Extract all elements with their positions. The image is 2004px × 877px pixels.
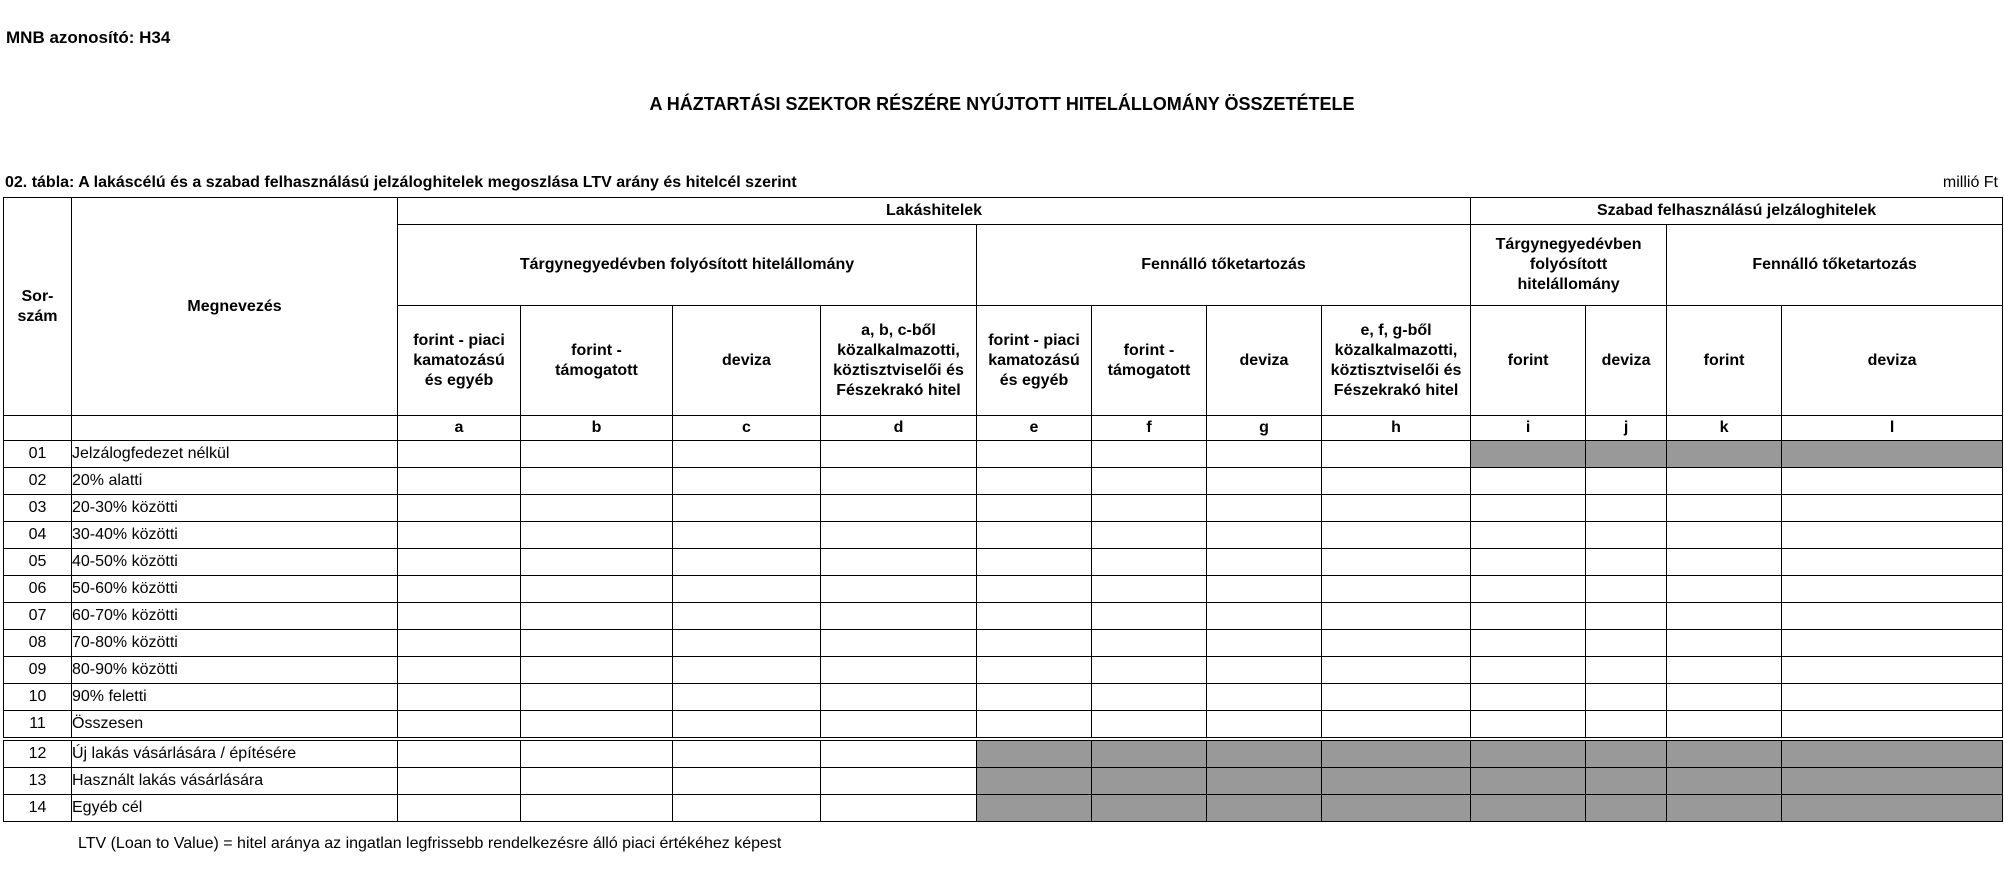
shaded-cell [1667, 739, 1782, 768]
data-cell[interactable] [673, 630, 821, 657]
table-row [4, 522, 2003, 549]
data-cell[interactable] [1207, 603, 1322, 630]
shaded-cell [977, 768, 1092, 795]
data-cell[interactable] [1092, 576, 1207, 603]
data-cell[interactable] [821, 549, 977, 576]
data-cell[interactable] [821, 630, 977, 657]
row-number: 07 [4, 603, 72, 630]
data-cell[interactable] [1471, 549, 1586, 576]
row-number: 12 [4, 739, 72, 768]
data-cell[interactable] [1586, 711, 1667, 740]
row-label: 80-90% közötti [72, 657, 398, 684]
data-cell[interactable] [1322, 468, 1471, 495]
data-cell[interactable] [821, 576, 977, 603]
data-cell[interactable] [977, 522, 1092, 549]
table-row [4, 603, 2003, 630]
row-label: Összesen [72, 711, 398, 740]
data-cell[interactable] [977, 657, 1092, 684]
row-number: 05 [4, 549, 72, 576]
data-cell[interactable] [1322, 630, 1471, 657]
data-cell[interactable] [521, 684, 673, 711]
data-cell[interactable] [398, 684, 521, 711]
data-cell[interactable] [1207, 657, 1322, 684]
shaded-cell [1471, 441, 1586, 468]
data-cell[interactable] [1667, 576, 1782, 603]
shaded-cell [977, 739, 1092, 768]
data-cell[interactable] [1092, 522, 1207, 549]
data-cell[interactable] [821, 522, 977, 549]
data-cell[interactable] [821, 711, 977, 740]
row-number: 09 [4, 657, 72, 684]
header-letter-j: j [1586, 416, 1667, 441]
row-label: 20-30% közötti [72, 495, 398, 522]
header-col-k: forint [1667, 306, 1782, 416]
header-col-d: a, b, c-ből közalkalmazotti, köztisztviselői és Fészekrakó hitel [821, 306, 977, 416]
header-col-g: deviza [1207, 306, 1322, 416]
data-cell[interactable] [521, 522, 673, 549]
data-cell[interactable] [821, 684, 977, 711]
shaded-cell [1322, 739, 1471, 768]
footnote: LTV (Loan to Value) = hitel aránya az ingatlan legfrissebb rendelkezésre álló piaci értékéhez képest [78, 835, 782, 852]
data-cell[interactable] [1586, 603, 1667, 630]
row-label: Új lakás vásárlására / építésére [72, 739, 398, 768]
data-cell[interactable] [521, 495, 673, 522]
header-letter-i: i [1471, 416, 1586, 441]
row-number: 10 [4, 684, 72, 711]
header-col-h: e, f, g-ből közalkalmazotti, köztisztviselői és Fészekrakó hitel [1322, 306, 1471, 416]
data-cell[interactable] [1667, 549, 1782, 576]
header-col-f: forint - támogatott [1092, 306, 1207, 416]
data-cell[interactable] [1322, 576, 1471, 603]
data-cell[interactable] [1471, 657, 1586, 684]
data-cell[interactable] [1782, 657, 2003, 684]
shaded-cell [1782, 739, 2003, 768]
data-cell[interactable] [1092, 684, 1207, 711]
data-cell[interactable] [977, 711, 1092, 740]
shaded-cell [1586, 739, 1667, 768]
shaded-cell [1782, 768, 2003, 795]
data-cell[interactable] [398, 711, 521, 740]
data-cell[interactable] [1471, 603, 1586, 630]
shaded-cell [1471, 739, 1586, 768]
data-cell[interactable] [1092, 603, 1207, 630]
row-number: 01 [4, 441, 72, 468]
header-szabad-felhasznalasu: Szabad felhasználású jelzáloghitelek [1471, 198, 2003, 225]
data-cell[interactable] [1322, 549, 1471, 576]
data-cell[interactable] [1586, 684, 1667, 711]
data-cell[interactable] [521, 768, 673, 795]
header-lakashitelek: Lakáshitelek [398, 198, 1471, 225]
data-cell[interactable] [673, 768, 821, 795]
data-cell[interactable] [1207, 441, 1322, 468]
data-cell[interactable] [1782, 711, 2003, 740]
data-cell[interactable] [673, 739, 821, 768]
shaded-cell [1092, 768, 1207, 795]
data-cell[interactable] [1207, 711, 1322, 740]
data-cell[interactable] [521, 711, 673, 740]
data-cell[interactable] [1471, 468, 1586, 495]
data-cell[interactable] [1667, 495, 1782, 522]
table-row [4, 795, 2003, 822]
data-cell[interactable] [1586, 495, 1667, 522]
shaded-cell [1471, 795, 1586, 822]
data-cell[interactable] [398, 522, 521, 549]
data-cell[interactable] [1782, 522, 2003, 549]
data-cell[interactable] [521, 603, 673, 630]
header-letter-h: h [1322, 416, 1471, 441]
header-col-i: forint [1471, 306, 1586, 416]
data-cell[interactable] [1471, 684, 1586, 711]
table-row [4, 576, 2003, 603]
data-cell[interactable] [673, 576, 821, 603]
row-label: Jelzálogfedezet nélkül [72, 441, 398, 468]
data-cell[interactable] [1092, 441, 1207, 468]
data-cell[interactable] [1322, 495, 1471, 522]
header-letter-c: c [673, 416, 821, 441]
data-cell[interactable] [1092, 468, 1207, 495]
data-cell[interactable] [673, 711, 821, 740]
data-cell[interactable] [977, 603, 1092, 630]
data-cell[interactable] [977, 684, 1092, 711]
data-cell[interactable] [1092, 495, 1207, 522]
table-row [4, 549, 2003, 576]
data-cell[interactable] [821, 768, 977, 795]
data-cell[interactable] [1092, 549, 1207, 576]
data-cell[interactable] [977, 576, 1092, 603]
data-cell[interactable] [521, 739, 673, 768]
data-cell[interactable] [1667, 657, 1782, 684]
unit-label: millió Ft [1942, 174, 1998, 191]
header-blank-sorszam [4, 416, 72, 441]
data-cell[interactable] [1471, 711, 1586, 740]
data-cell[interactable] [398, 795, 521, 822]
data-cell[interactable] [821, 441, 977, 468]
table-row [4, 711, 2003, 740]
data-cell[interactable] [521, 468, 673, 495]
data-cell[interactable] [673, 684, 821, 711]
header-col-l: deviza [1782, 306, 2003, 416]
header-col-c: deviza [673, 306, 821, 416]
data-cell[interactable] [1586, 657, 1667, 684]
data-cell[interactable] [521, 576, 673, 603]
shaded-cell [977, 795, 1092, 822]
data-cell[interactable] [673, 441, 821, 468]
data-cell[interactable] [1667, 684, 1782, 711]
data-cell[interactable] [821, 603, 977, 630]
data-cell[interactable] [977, 441, 1092, 468]
shaded-cell [1207, 795, 1322, 822]
row-number: 03 [4, 495, 72, 522]
row-label: 60-70% közötti [72, 603, 398, 630]
row-label: 40-50% közötti [72, 549, 398, 576]
data-cell[interactable] [1322, 657, 1471, 684]
data-cell[interactable] [1207, 495, 1322, 522]
data-cell[interactable] [673, 657, 821, 684]
header-letter-k: k [1667, 416, 1782, 441]
data-cell[interactable] [977, 549, 1092, 576]
data-cell[interactable] [1471, 576, 1586, 603]
row-number: 06 [4, 576, 72, 603]
header-megnevezes: Megnevezés [72, 198, 398, 416]
data-cell[interactable] [673, 468, 821, 495]
table-row [4, 630, 2003, 657]
data-cell[interactable] [1207, 522, 1322, 549]
header-letter-a: a [398, 416, 521, 441]
data-cell[interactable] [1667, 522, 1782, 549]
data-cell[interactable] [1782, 495, 2003, 522]
shaded-cell [1322, 795, 1471, 822]
header-col-a: forint - piaci kamatozású és egyéb [398, 306, 521, 416]
data-cell[interactable] [1782, 549, 2003, 576]
data-cell[interactable] [521, 441, 673, 468]
data-cell[interactable] [673, 603, 821, 630]
data-cell[interactable] [1586, 630, 1667, 657]
shaded-cell [1667, 768, 1782, 795]
row-label: 90% feletti [72, 684, 398, 711]
mnb-identifier: MNB azonosító: H34 [6, 28, 171, 47]
data-cell[interactable] [673, 549, 821, 576]
data-cell[interactable] [521, 630, 673, 657]
data-cell[interactable] [1207, 468, 1322, 495]
data-cell[interactable] [398, 468, 521, 495]
data-cell[interactable] [1322, 684, 1471, 711]
row-label: 50-60% közötti [72, 576, 398, 603]
data-cell[interactable] [1586, 468, 1667, 495]
data-cell[interactable] [398, 495, 521, 522]
row-number: 13 [4, 768, 72, 795]
row-label: 20% alatti [72, 468, 398, 495]
data-cell[interactable] [1782, 603, 2003, 630]
data-cell[interactable] [1471, 630, 1586, 657]
header-szab-fennallo: Fennálló tőketartozás [1667, 225, 2003, 306]
data-cell[interactable] [1322, 603, 1471, 630]
header-col-e: forint - piaci kamatozású és egyéb [977, 306, 1092, 416]
row-label: 30-40% közötti [72, 522, 398, 549]
data-cell[interactable] [1092, 657, 1207, 684]
data-cell[interactable] [1586, 549, 1667, 576]
row-number: 02 [4, 468, 72, 495]
shaded-cell [1782, 795, 2003, 822]
data-cell[interactable] [821, 468, 977, 495]
table-row [4, 684, 2003, 711]
data-cell[interactable] [521, 549, 673, 576]
data-cell[interactable] [673, 495, 821, 522]
shaded-cell [1092, 739, 1207, 768]
row-label: Használt lakás vásárlására [72, 768, 398, 795]
header-lak-folyositott: Tárgynegyedévben folyósított hitelállomány [398, 225, 977, 306]
header-szab-folyositott: Tárgynegyedévben folyósított hitelállomány [1471, 225, 1667, 306]
shaded-cell [1586, 768, 1667, 795]
shaded-cell [1586, 795, 1667, 822]
page-title: A HÁZTARTÁSI SZEKTOR RÉSZÉRE NYÚJTOTT HITELÁLLOMÁNY ÖSSZETÉTELE [649, 94, 1355, 114]
data-cell[interactable] [1782, 468, 2003, 495]
data-cell[interactable] [1667, 630, 1782, 657]
shaded-cell [1207, 768, 1322, 795]
row-number: 14 [4, 795, 72, 822]
header-letter-d: d [821, 416, 977, 441]
header-letter-l: l [1782, 416, 2003, 441]
data-cell[interactable] [977, 630, 1092, 657]
table-row [4, 441, 2003, 468]
table-caption: 02. tábla: A lakáscélú és a szabad felhasználású jelzáloghitelek megoszlása LTV arány és hitelcél szerint [5, 174, 797, 191]
data-cell[interactable] [1667, 603, 1782, 630]
data-cell[interactable] [398, 657, 521, 684]
data-cell[interactable] [1322, 522, 1471, 549]
header-sorszam: Sor-szám [4, 198, 72, 416]
shaded-cell [1782, 441, 2003, 468]
data-cell[interactable] [398, 630, 521, 657]
header-col-b: forint - támogatott [521, 306, 673, 416]
header-letter-g: g [1207, 416, 1322, 441]
row-number: 08 [4, 630, 72, 657]
data-cell[interactable] [1667, 711, 1782, 740]
table-row [4, 768, 2003, 795]
row-number: 04 [4, 522, 72, 549]
table-row [4, 739, 2003, 768]
header-letter-e: e [977, 416, 1092, 441]
data-cell[interactable] [521, 795, 673, 822]
data-cell[interactable] [1667, 468, 1782, 495]
table-row [4, 495, 2003, 522]
data-cell[interactable] [1207, 630, 1322, 657]
header-lak-fennallo: Fennálló tőketartozás [977, 225, 1471, 306]
data-cell[interactable] [821, 739, 977, 768]
data-cell[interactable] [673, 795, 821, 822]
data-cell[interactable] [398, 739, 521, 768]
ltv-table [3, 197, 2003, 822]
shaded-cell [1092, 795, 1207, 822]
shaded-cell [1667, 441, 1782, 468]
data-cell[interactable] [1471, 495, 1586, 522]
data-cell[interactable] [977, 468, 1092, 495]
data-cell[interactable] [398, 603, 521, 630]
data-cell[interactable] [1586, 576, 1667, 603]
row-number: 11 [4, 711, 72, 740]
data-cell[interactable] [1092, 630, 1207, 657]
data-cell[interactable] [1207, 576, 1322, 603]
data-cell[interactable] [673, 522, 821, 549]
shaded-cell [1207, 739, 1322, 768]
data-cell[interactable] [821, 657, 977, 684]
data-cell[interactable] [1322, 711, 1471, 740]
data-cell[interactable] [1782, 684, 2003, 711]
header-col-j: deviza [1586, 306, 1667, 416]
data-cell[interactable] [398, 441, 521, 468]
header-letter-b: b [521, 416, 673, 441]
data-cell[interactable] [1586, 522, 1667, 549]
data-cell[interactable] [1782, 576, 2003, 603]
table-row [4, 468, 2003, 495]
header-letter-f: f [1092, 416, 1207, 441]
data-cell[interactable] [398, 576, 521, 603]
shaded-cell [1667, 795, 1782, 822]
data-cell[interactable] [821, 795, 977, 822]
table-row [4, 657, 2003, 684]
shaded-cell [1322, 768, 1471, 795]
data-cell[interactable] [977, 495, 1092, 522]
row-label: 70-80% közötti [72, 630, 398, 657]
header-blank-megnevezes [72, 416, 398, 441]
data-cell[interactable] [1471, 522, 1586, 549]
data-cell[interactable] [1207, 549, 1322, 576]
data-cell[interactable] [1092, 711, 1207, 740]
data-cell[interactable] [1322, 441, 1471, 468]
data-cell[interactable] [398, 768, 521, 795]
data-cell[interactable] [1207, 684, 1322, 711]
data-cell[interactable] [521, 657, 673, 684]
data-cell[interactable] [398, 549, 521, 576]
data-cell[interactable] [1782, 630, 2003, 657]
shaded-cell [1586, 441, 1667, 468]
data-cell[interactable] [821, 495, 977, 522]
shaded-cell [1471, 768, 1586, 795]
row-label: Egyéb cél [72, 795, 398, 822]
